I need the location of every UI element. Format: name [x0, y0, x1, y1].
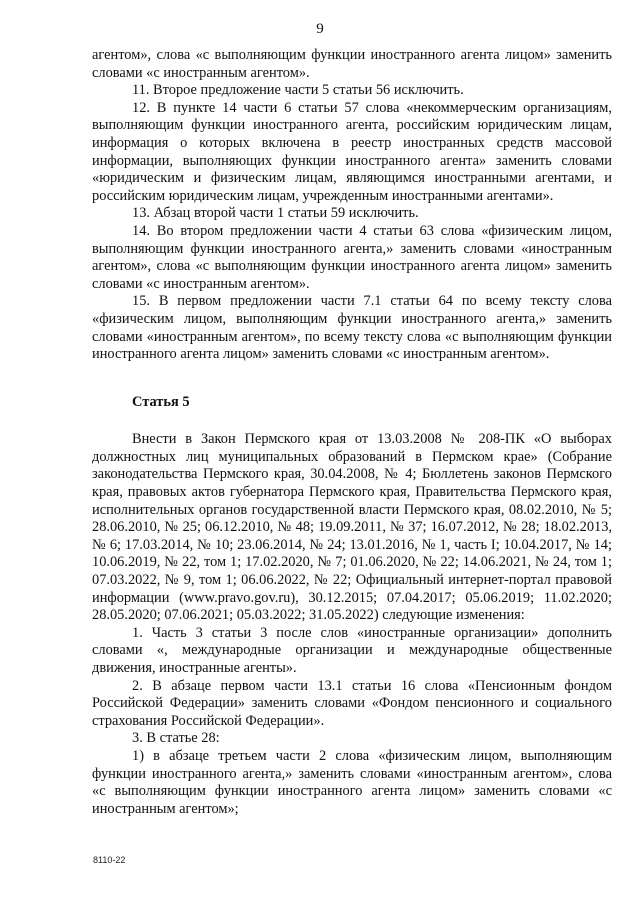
article-heading: Статья 5 [132, 393, 190, 410]
page-number: 9 [316, 21, 324, 37]
article-5-item-2: 2. В абзаце первом части 13.1 статьи 16 слова «Пенсионным фондом Российской Федерации» заменить словами «Фондом пенсионного и социального страхования Российской Федерации». [92, 677, 612, 729]
article-5-intro: Внести в Закон Пермского края от 13.03.2008 № 208-ПК «О выборах должностных лиц муниципальных образований в Пермском крае» (Собрание законодательства Пермского края, 30.04.2008, № 4; Бюллетень законов Пермского края, правовых актов губернатора Пермского края, Правительства Пермского края, исполнительных органов государственной власти Пермского края, 08.02.2010, № 5; 28.06.2010, № 25; 06.12.2010, № 48; 19.09.2011, № 37; 16.07.2012, № 28; 18.02.2013, № 6; 17.03.2014, № 10; 23.06.2014, № 24; 13.01.2016, № 1, часть I; 10.04.2017, № 14; 10.06.2019, № 22, том 1; 17.02.2020, № 7; 01.06.2020, № 22; 14.06.2021, № 24, том 1; 07.03.2022, № 9, том 1; 06.06.2022, № 22; Официальный интернет-портал правовой информации (www.pravo.gov.ru), 30.12.2015; 07.04.2017; 05.06.2019; 11.02.2020; 28.05.2020; 07.06.2021; 05.03.2022; 31.05.2022) следующие изменения: [92, 431, 612, 624]
paragraph-item-11: 11. Второе предложение части 5 статьи 56 исключить. [132, 82, 464, 99]
document-body [92, 47, 612, 818]
document-code: 8110-22 [93, 855, 126, 865]
paragraph-continuation: агентом», слова «с выполняющим функции иностранного агента лицом» заменить словами «с иностранным агентом». [92, 47, 612, 81]
paragraph-item-12: 12. В пункте 14 части 6 статьи 57 слова «некоммерческим организациям, выполняющим функции иностранного агента, российским юридическим лицам, информация о которых включена в реестр иностранных средств массовой информации, выполняющих функции иностранного агента» заменить словами «юридическим и физическим лицам, являющимся иностранными агентами, и российским юридическим лицам, учрежденным иностранными агентами». [92, 99, 612, 204]
paragraph-item-14: 14. Во втором предложении части 4 статьи 63 слова «физическим лицом, выполняющим функции иностранного агента,» заменить словами «иностранным агентом», слова «с выполняющим функции иностранного агента лицом» заменить словами «с иностранным агентом». [92, 222, 612, 292]
article-5-item-3-1: 1) в абзаце третьем части 2 слова «физическим лицом, выполняющим функции иностранного агента,» заменить словами «иностранным агентом», слова «с выполняющим функции иностранного агента лицом» заменить словами «с иностранным агентом»; [92, 747, 612, 817]
paragraph-item-15: 15. В первом предложении части 7.1 статьи 64 по всему тексту слова «физическим лицом, выполняющим функции иностранного агента,» заменить словами «иностранным агентом», по всему тексту слова «с выполняющим функции иностранного агента лицом» заменить словами «с иностранным агентом». [92, 293, 612, 363]
paragraph-item-13: 13. Абзац второй части 1 статьи 59 исключить. [132, 205, 419, 222]
article-5-item-3: 3. В статье 28: [132, 730, 220, 747]
article-5-item-1: 1. Часть 3 статьи 3 после слов «иностранные организации» дополнить словами «, международные организации и международные общественные движения, иностранные агенты». [92, 624, 612, 676]
